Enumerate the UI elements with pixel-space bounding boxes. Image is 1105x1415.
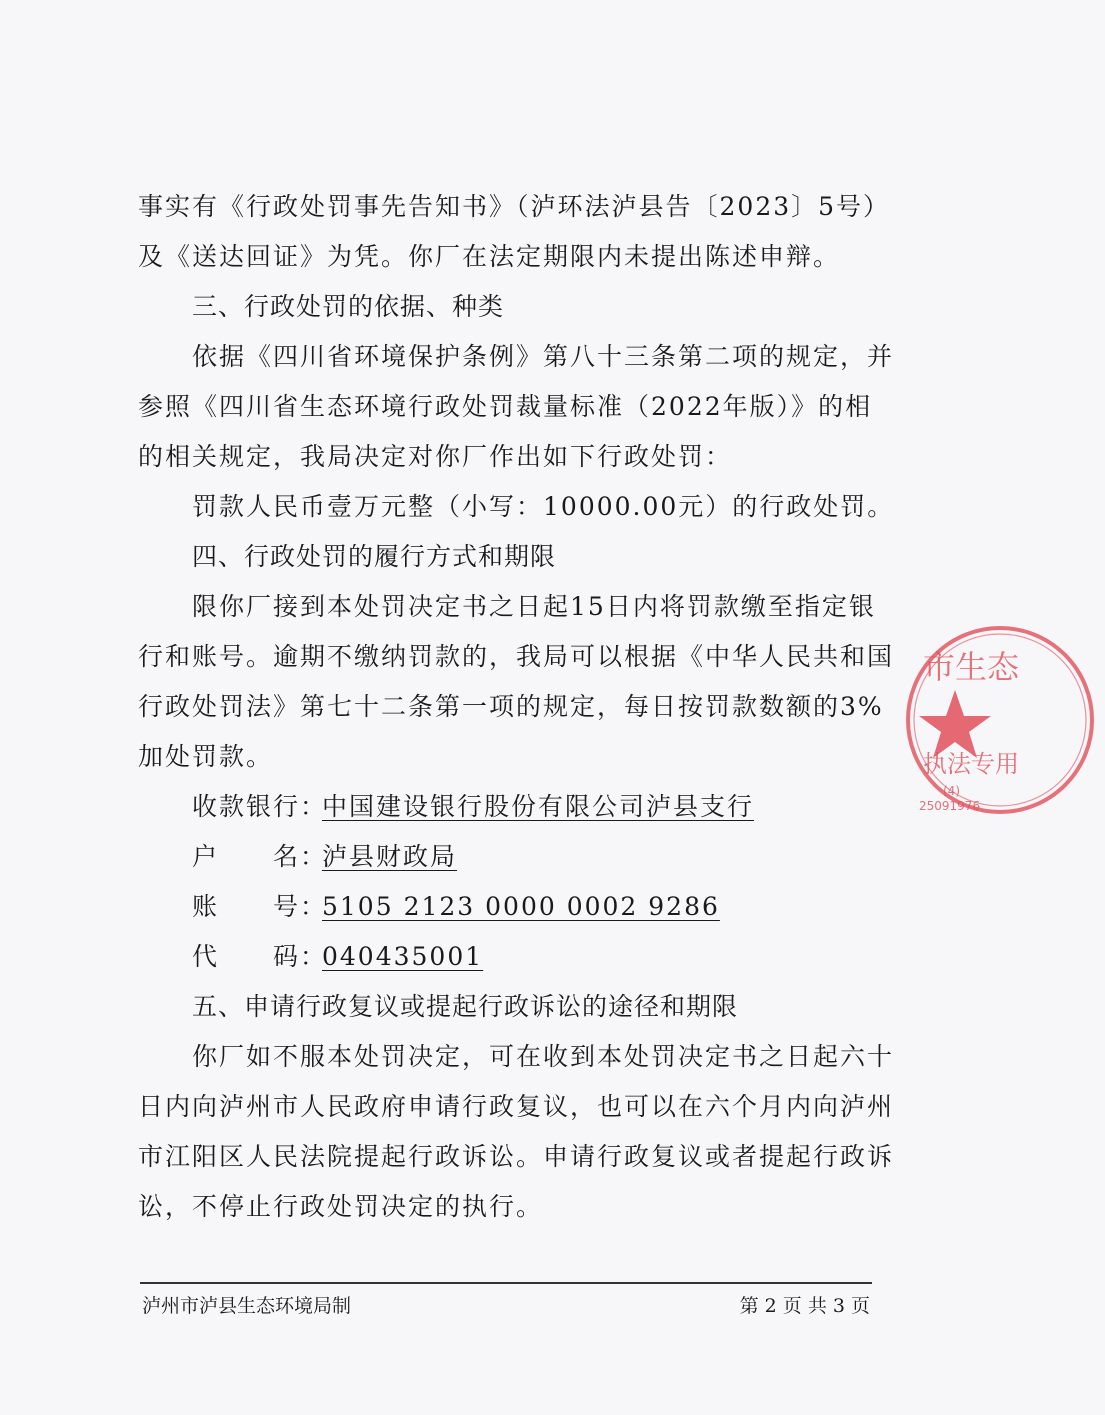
payment-account-value: 5105 2123 0000 0002 9286	[322, 892, 720, 921]
payment-code-row	[192, 940, 868, 974]
payment-name-value: 泸县财政局	[322, 842, 458, 871]
payment-name-label: 户 名：	[192, 842, 328, 871]
section-3-line-1: 依据《四川省环境保护条例》第八十三条第二项的规定，并	[192, 342, 895, 371]
section-3-line-3: 的相关规定，我局决定对你厂作出如下行政处罚：	[138, 442, 733, 471]
payment-bank-value: 中国建设银行股份有限公司泸县支行	[322, 792, 755, 821]
section-5-line-2: 日内向泸州市人民政府申请行政复议，也可以在六个月内向泸州	[138, 1092, 895, 1121]
section-4-line-3: 行政处罚法》第七十二条第一项的规定，每日按罚款数额的3%	[138, 692, 884, 721]
payment-bank-row	[192, 790, 868, 824]
section-3-line-4: 罚款人民币壹万元整（小写：10000.00元）的行政处罚。	[192, 492, 895, 521]
section-4-line-4: 加处罚款。	[138, 742, 274, 771]
section-5-line-1: 你厂如不服本处罚决定，可在收到本处罚决定书之日起六十	[192, 1042, 895, 1071]
section-4-heading: 四、行政处罚的履行方式和期限	[192, 542, 557, 571]
seal-top-text: 市生态	[923, 648, 1020, 686]
section-4-line-1: 限你厂接到本处罚决定书之日起15日内将罚款缴至指定银	[192, 592, 876, 621]
seal-star-icon	[919, 690, 991, 758]
footer-issuer: 泸州市泸县生态环境局制	[142, 1295, 352, 1317]
payment-name-row	[192, 840, 868, 874]
seal-bottom-text: 执法专用	[923, 750, 1019, 778]
section-5-heading: 五、申请行政复议或提起行政诉讼的途径和期限	[192, 992, 739, 1021]
seal-code-text: 25091976	[919, 799, 981, 813]
footer-divider	[140, 1282, 872, 1284]
section-3-line-2: 参照《四川省生态环境行政处罚裁量标准（2022年版）》的相	[138, 392, 873, 421]
payment-bank-label: 收款银行：	[192, 792, 328, 821]
section-4-line-2: 行和账号。逾期不缴纳罚款的，我局可以根据《中华人民共和国	[138, 642, 895, 671]
payment-account-row	[192, 890, 868, 924]
section-3-heading: 三、行政处罚的依据、种类	[192, 292, 505, 321]
payment-code-label: 代 码：	[192, 942, 328, 971]
seal-number-text: (4)	[943, 784, 960, 798]
official-seal-stamp	[905, 620, 1105, 820]
body-line-2: 及《送达回证》为凭。你厂在法定期限内未提出陈述申辩。	[138, 242, 841, 271]
body-line-1: 事实有《行政处罚事先告知书》（泸环法泸县告〔2023〕5号）	[138, 192, 891, 221]
section-5-line-3: 市江阳区人民法院提起行政诉讼。申请行政复议或者提起行政诉	[138, 1142, 895, 1171]
payment-code-value: 040435001	[322, 942, 484, 971]
section-5-line-4: 讼，不停止行政处罚决定的执行。	[138, 1192, 544, 1221]
payment-account-label: 账 号：	[192, 892, 328, 921]
footer-page-number: 第 2 页 共 3 页	[739, 1295, 870, 1317]
